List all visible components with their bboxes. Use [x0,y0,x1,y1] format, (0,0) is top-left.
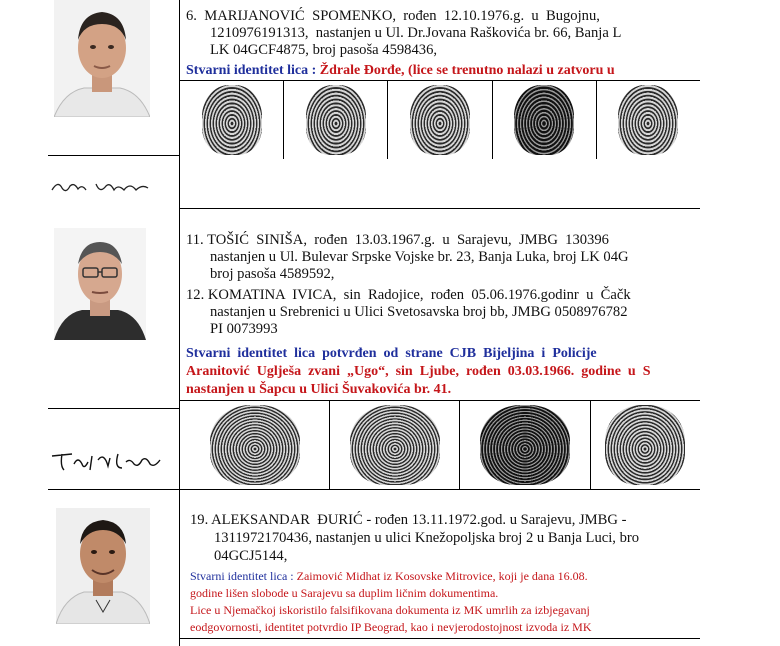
identity-line: eodgovornosti, identitet potvrdio IP Beograd, kao i nevjerodostojnost izvoda iz MK [190,620,592,634]
identity-label: Stvarni identitet lica : [190,569,297,583]
photo-djuric [56,508,150,624]
page-margin [700,0,780,646]
identity-label: Stvarni identitet lica : [186,63,320,78]
fingerprint-image [306,85,366,155]
fingerprint-image [514,85,574,155]
entry-line: LK 04GCF4875, broj pasoša 4598436, [210,42,438,58]
divider [48,408,179,409]
entry-line: nastanjen u Srebrenici u Ulici Svetosavska broj bb, JMBG 0508976782 [210,304,628,320]
divider [180,208,700,209]
entry-line: broj pasoša 4589592, [210,266,335,282]
entry-line: nastanjen u Ul. Bulevar Srpske Vojske br. 23, Banja Luka, broj LK 04G [210,249,629,265]
signature-2 [48,446,168,476]
identity-value: Zaimović Midhat iz Kosovske Mitrovice, koji je dana 16.08. [296,569,588,583]
entry-line: 6. MARIJANOVIĆ SPOMENKO, rođen 12.10.1976.g. u Bugojnu, [186,8,600,24]
identity-line: Stvarni identitet lica potvrđen od strane CJB Bijeljina i Policije [186,346,597,361]
entry-line: PI 0073993 [210,321,278,337]
fingerprint-image [480,405,570,485]
entry-line: 19. ALEKSANDAR ĐURIĆ - rođen 13.11.1972.god. u Sarajevu, JMBG - [190,512,627,528]
fingerprint-row [180,80,700,159]
identity-line: Lice u Njemačkoj iskoristilo falsifikovana dokumenta iz MK umrlih za izbjegavanj [190,603,590,617]
fingerprint-image [618,85,678,155]
entry-line: 1311972170436, nastanjen u ulici Knežopoljska broj 2 u Banja Luci, bro [214,530,640,546]
entry-line: 1210976191313, nastanjen u Ul. Dr.Jovana Raškovića br. 66, Banja L [210,25,622,41]
identity-line: godine lišen slobode u Sarajevu sa duplim ličnim dokumentima. [190,586,499,600]
fingerprint-image [350,405,440,485]
fingerprint-image [410,85,470,155]
entry-line: 04GCJ5144, [214,548,288,564]
identity-value: Ždrale Đorđe, (lice se trenutno nalazi u zatvoru u [319,63,615,78]
identity-line: nastanjen u Šapcu u Ulici Šuvakovića br. 41. [186,382,452,397]
fingerprint-image [202,85,262,155]
signature-1 [48,176,158,200]
photo-tosic [54,228,146,340]
entry-line: 11. TOŠIĆ SINIŠA, rođen 13.03.1967.g. u Sarajevu, JMBG 130396 [186,232,609,248]
divider [179,490,180,646]
identity-line [186,62,615,79]
entry-line: 12. KOMATINA IVICA, sin Radojice, rođen 05.06.1976.godinr u Čačk [186,287,631,303]
photo-marijanovic [54,0,150,117]
fingerprint-image [210,405,300,485]
identity-line: Aranitović Uglješa zvani „Ugo“, sin Ljube, rođen 03.03.1966. godine u S [186,364,651,379]
fingerprint-image [605,405,685,485]
divider [48,489,700,490]
divider [48,155,179,156]
identity-line [190,568,588,584]
divider [180,638,700,639]
fingerprint-row [180,400,700,489]
